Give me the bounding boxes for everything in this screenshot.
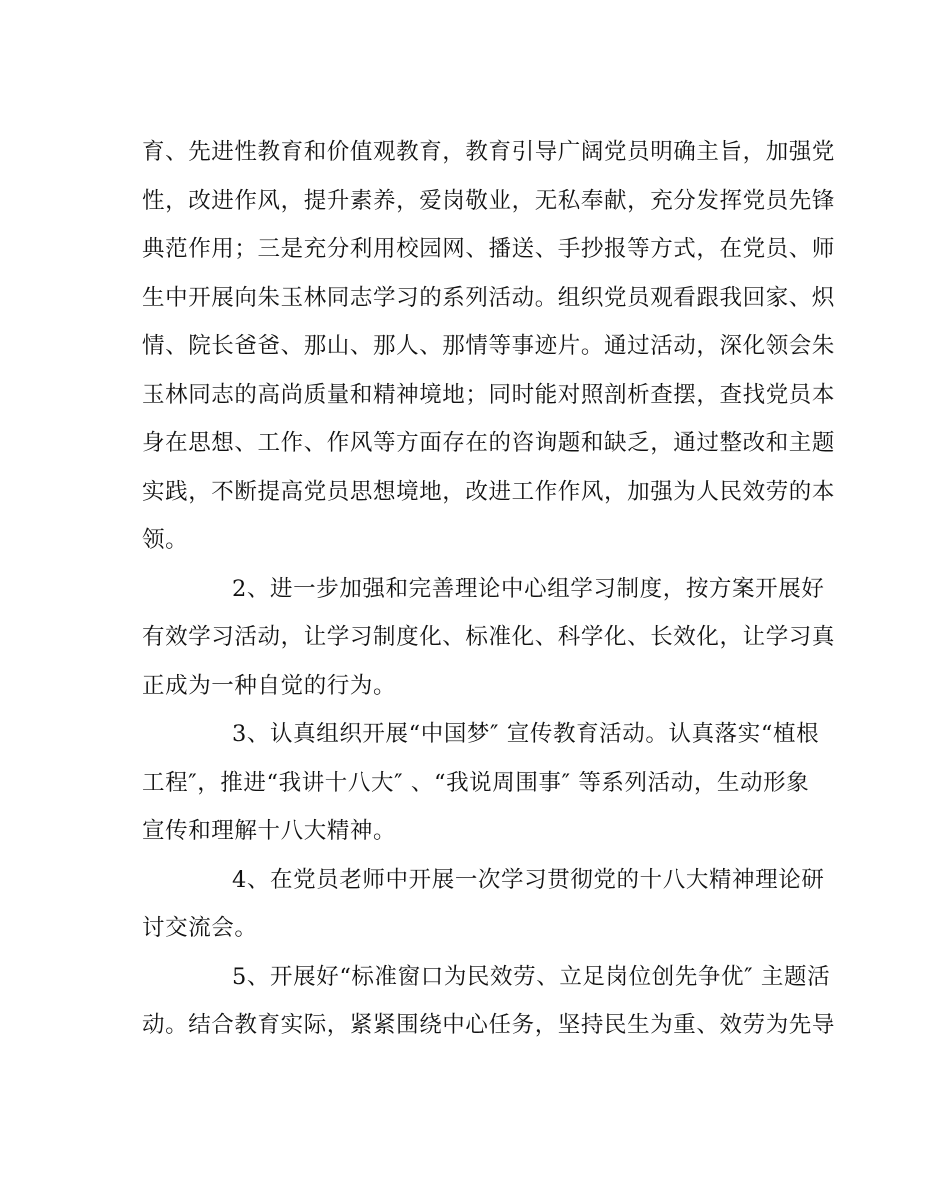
text-line: 有效学习活动，让学习制度化、标准化、科学化、长效化，让学习真 <box>142 624 836 650</box>
text-line: 2、进一步加强和完善理论中心组学习制度，按方案开展好 <box>232 575 825 602</box>
text-line: 实践，不断提高党员思想境地，改进工作作风，加强为人民效劳的本 <box>142 478 836 505</box>
text-line: 正成为一种自觉的行为。 <box>142 672 397 699</box>
text-line: 5、开展好“标准窗口为民效劳、立足岗位创先争优″ 主题活 <box>232 963 831 990</box>
paragraph-4 <box>142 856 825 953</box>
paragraph-2 <box>142 565 836 711</box>
text-line: 4、在党员老师中开展一次学习贯彻党的十八大精神理论研 <box>232 866 825 893</box>
text-line: 身在思想、工作、作风等方面存在的咨询题和缺乏，通过整改和主题 <box>142 430 836 456</box>
text-line: 讨交流会。 <box>142 915 258 941</box>
text-line: 3、认真组织开展“中国梦″ 宣传教育活动。认真落实“植根 <box>232 721 820 747</box>
text-line: 玉林同志的高尚质量和精神境地；同时能对照剖析查摆，查找党员本 <box>142 381 836 408</box>
text-line: 典范作用；三是充分利用校园网、播送、手抄报等方式，在党员、师 <box>142 236 836 262</box>
text-line: 宣传和理解十八大精神。 <box>142 818 397 844</box>
text-line: 性，改进作风，提升素养，爱岗敬业，无私奉献，充分发挥党员先锋 <box>142 187 836 214</box>
text-line: 领。 <box>142 527 189 553</box>
text-line: 动。结合教育实际，紧紧围绕中心任务，坚持民生为重、效劳为先导 <box>142 1012 836 1038</box>
text-line: 育、先进性教育和价值观教育，教育引导广阔党员明确主旨，加强党 <box>142 139 836 165</box>
text-line: 情、院长爸爸、那山、那人、那情等事迹片。通过活动，深化领会朱 <box>142 333 836 359</box>
text-line: 工程″，推进“我讲十八大″ 、“我说周围事″ 等系列活动，生动形象 <box>142 769 810 796</box>
document-body <box>142 128 836 1050</box>
paragraph-3 <box>142 710 820 856</box>
paragraph-5 <box>142 953 836 1050</box>
text-line: 生中开展向朱玉林同志学习的系列活动。组织党员观看跟我回家、炽 <box>142 284 836 311</box>
paragraph-1 <box>142 128 836 565</box>
